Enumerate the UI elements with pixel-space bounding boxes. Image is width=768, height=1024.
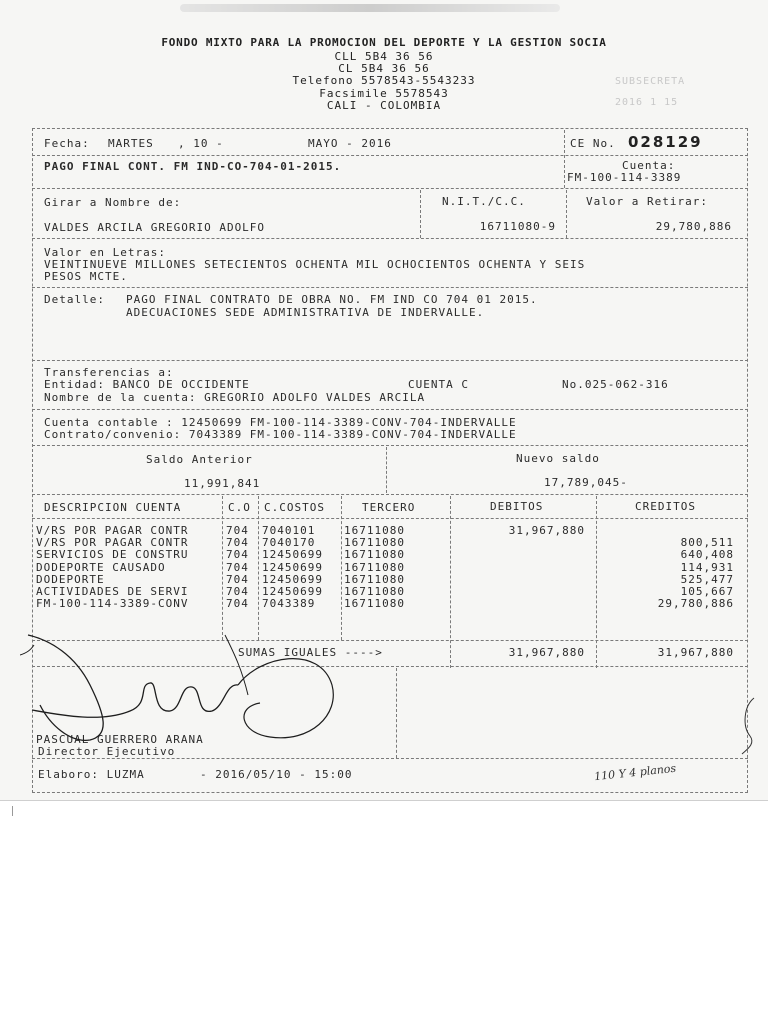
rule: [32, 758, 748, 759]
table-cell-cred: 29,780,886: [657, 597, 734, 611]
table-cell-cred: 525,477: [680, 572, 734, 586]
table-cell-desc: FM-100-114-3389-CONV: [36, 597, 189, 611]
sumas-creditos: 31,967,880: [657, 646, 734, 659]
table-cell-desc: DODEPORTE CAUSADO: [36, 560, 166, 574]
girar-label: Girar a Nombre de:: [44, 196, 182, 209]
table-cell-cc: 12450699: [262, 560, 323, 574]
col-header-creditos: CREDITOS: [635, 500, 696, 513]
rule: [32, 494, 748, 495]
address-line-1: CLL 5B4 36 56: [334, 50, 434, 63]
rule: [32, 409, 748, 410]
ce-divider: [564, 130, 565, 188]
nombre-cuenta: Nombre de la cuenta: GREGORIO ADOLFO VALDES ARCILA: [44, 391, 426, 404]
table-cell-desc: ACTIVIDADES DE SERVI: [36, 585, 189, 598]
elaboro: Elaboro: LUZMA: [38, 768, 145, 781]
table-cell-co: 704: [226, 536, 249, 550]
saldo-anterior-value: 11,991,841: [184, 477, 261, 490]
table-cell-desc: DODEPORTE: [36, 572, 105, 586]
cuenta-label: Cuenta:: [622, 159, 676, 172]
col-divider: [596, 496, 597, 668]
table-cell-cred: 800,511: [680, 536, 734, 550]
table-cell-ter: 16711080: [344, 524, 405, 537]
fecha-dia: MARTES: [108, 137, 154, 150]
table-cell-desc: V/RS POR PAGAR CONTR: [36, 524, 189, 537]
table-cell-desc: SERVICIOS DE CONSTRU: [36, 548, 189, 562]
table-cell-cc: 12450699: [262, 585, 323, 598]
table-cell-cc: 7040170: [262, 536, 316, 550]
ce-label: CE No.: [570, 137, 616, 150]
cuenta-value: FM-100-114-3389: [567, 171, 682, 184]
table-cell-cc: 7040101: [262, 524, 316, 537]
table-cell-ter: 16711080: [344, 548, 405, 562]
valor-retirar-label: Valor a Retirar:: [586, 195, 708, 208]
fecha-mes: MAYO - 2016: [308, 137, 392, 150]
contrato-convenio: Contrato/convenio: 7043389 FM-100-114-3389-CONV-704-INDERVALLE: [44, 428, 517, 441]
col-divider: [450, 496, 451, 668]
cuenta-numero: No.025-062-316: [562, 378, 669, 391]
scan-shadow: [180, 4, 560, 12]
table-cell-co: 704: [226, 585, 249, 598]
sumas-debitos: 31,967,880: [508, 646, 585, 659]
page-edge-tick: [12, 806, 13, 816]
rule: [32, 287, 748, 288]
ce-number: 028129: [628, 133, 703, 151]
table-cell-cred: 105,667: [680, 585, 734, 598]
rule: [32, 445, 748, 446]
fecha-label: Fecha:: [44, 137, 90, 150]
fecha-hora: - 2016/05/10 - 15:00: [200, 768, 353, 781]
nit-value: 16711080-9: [479, 220, 556, 233]
rule: [32, 238, 748, 239]
col-divider: [396, 668, 397, 758]
table-cell-cc: 7043389: [262, 597, 316, 611]
faint-stamp: SUBSECRETA: [615, 76, 686, 87]
col-divider: [566, 190, 567, 238]
saldo-anterior-label: Saldo Anterior: [146, 453, 253, 466]
table-cell-ter: 16711080: [344, 597, 405, 611]
letras-line-2: PESOS MCTE.: [44, 270, 128, 283]
table-cell-deb: 31,967,880: [508, 524, 585, 537]
concepto: PAGO FINAL CONT. FM IND-CO-704-01-2015.: [44, 160, 342, 173]
rule: [32, 188, 748, 189]
nuevo-saldo-value: 17,789,045-: [544, 476, 628, 489]
entidad: Entidad: BANCO DE OCCIDENTE: [44, 378, 250, 391]
table-cell-cred: 640,408: [680, 548, 734, 562]
address-line-2: CL 5B4 36 56: [338, 62, 430, 75]
letras-line-1: VEINTINUEVE MILLONES SETECIENTOS OCHENTA MIL OCHOCIENTOS OCHENTA Y SEIS: [44, 258, 586, 271]
firma-nombre: PASCUAL GUERRERO ARANA: [36, 733, 204, 746]
table-cell-cc: 12450699: [262, 548, 323, 562]
col-header-ccostos: C.COSTOS: [264, 501, 325, 514]
table-cell-ter: 16711080: [344, 585, 405, 598]
rule: [32, 518, 748, 519]
table-cell-cred: 114,931: [680, 560, 734, 574]
detalle-label: Detalle:: [44, 293, 105, 306]
table-cell-co: 704: [226, 548, 249, 562]
detalle-line-2: ADECUACIONES SEDE ADMINISTRATIVA DE INDERVALLE.: [126, 306, 485, 319]
telefono: Telefono 5578543-5543233: [292, 74, 476, 87]
rule: [32, 792, 748, 793]
rule: [32, 128, 748, 129]
handwritten-note: 110 Y 4 planos: [593, 761, 677, 784]
detalle-line-1: PAGO FINAL CONTRATO DE OBRA NO. FM IND CO 704 01 2015.: [126, 293, 538, 306]
table-cell-ter: 16711080: [344, 536, 405, 550]
margin-mark: [736, 696, 760, 756]
transferencias-label: Transferencias a:: [44, 366, 174, 379]
table-cell-ter: 16711080: [344, 560, 405, 574]
table-cell-cc: 12450699: [262, 572, 323, 586]
col-header-tercero: TERCERO: [362, 501, 416, 514]
col-header-debitos: DEBITOS: [490, 500, 544, 513]
faint-stamp-date: 2016 1 15: [615, 97, 679, 108]
org-name: FONDO MIXTO PARA LA PROMOCION DEL DEPORTE Y LA GESTION SOCIA: [161, 36, 607, 49]
letras-label: Valor en Letras:: [44, 246, 166, 259]
table-cell-ter: 16711080: [344, 572, 405, 586]
firma-cargo: Director Ejecutivo: [38, 745, 176, 758]
fecha-num: , 10 -: [178, 137, 224, 150]
signature: [20, 615, 350, 745]
frame-right: [747, 128, 748, 793]
rule: [32, 155, 748, 156]
cuenta-contable: Cuenta contable : 12450699 FM-100-114-3389-CONV-704-INDERVALLE: [44, 416, 517, 429]
valor-retirar-value: 29,780,886: [655, 220, 732, 233]
table-cell-co: 704: [226, 524, 249, 537]
col-header-descripcion: DESCRIPCION CUENTA: [44, 501, 182, 514]
rule: [32, 360, 748, 361]
col-divider: [420, 190, 421, 238]
table-cell-desc: V/RS POR PAGAR CONTR: [36, 536, 189, 550]
cuenta-tipo: CUENTA C: [408, 378, 469, 391]
col-divider: [386, 447, 387, 493]
nit-label: N.I.T./C.C.: [442, 195, 526, 208]
table-cell-co: 704: [226, 572, 249, 586]
page-edge: [0, 800, 768, 801]
beneficiario: VALDES ARCILA GREGORIO ADOLFO: [44, 221, 266, 234]
table-cell-co: 704: [226, 597, 249, 611]
sumas-iguales-label: SUMAS IGUALES ---->: [238, 646, 383, 659]
nuevo-saldo-label: Nuevo saldo: [516, 452, 600, 465]
table-cell-co: 704: [226, 560, 249, 574]
city: CALI - COLOMBIA: [326, 99, 442, 112]
col-header-co: C.O: [228, 501, 251, 514]
facsimile: Facsimile 5578543: [319, 87, 449, 100]
